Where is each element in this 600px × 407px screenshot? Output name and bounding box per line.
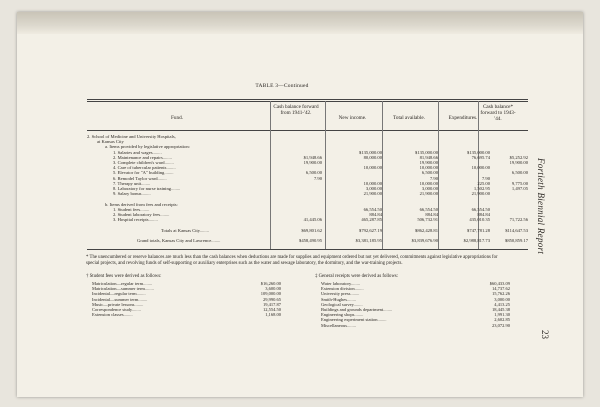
cell-c1: $1,948.66 xyxy=(303,154,322,160)
footnote-item-label: Miscellaneous........ xyxy=(321,322,356,328)
footnote-item-label: Water laboratory........ xyxy=(321,281,360,286)
header-new-income: New income. xyxy=(338,115,367,121)
footnote-item-value: 1,991.30 xyxy=(494,312,510,318)
cell-c2: 66,554.50 xyxy=(363,206,382,212)
cell-c5: 1,497.05 xyxy=(511,186,528,191)
row-label: 6. Remodel Taylor ward........ xyxy=(113,175,167,181)
footnote-item-value: 109,000.00 xyxy=(260,291,281,297)
cell-c5: 19,900.00 xyxy=(509,160,528,165)
cell-c1: 6,500.00 xyxy=(305,170,322,176)
footnote-item xyxy=(86,312,281,317)
cell-c3: 6,500.00 xyxy=(421,170,438,176)
footnote-item-label: Incidental—regular term........ xyxy=(92,291,146,297)
row-label: 2. Maintenance and repairs........ xyxy=(113,154,172,160)
cell-c4: 66,554.50 xyxy=(471,206,490,212)
cell-c4: $135,000.00 xyxy=(467,149,490,155)
cell-c4: 10,000.00 xyxy=(471,165,490,171)
cell-c3: 21,900.00 xyxy=(419,191,438,197)
row-label: a. Items provided by legislative appropriation: xyxy=(105,144,190,150)
cell-c2: $135,000.00 xyxy=(359,149,382,155)
header-bottom-rule xyxy=(87,130,528,131)
footnote-item-label: Extension division........ xyxy=(321,286,364,292)
row-label: 7. Therapy unit........ xyxy=(113,180,151,186)
footnote-item-value: $16,260.00 xyxy=(260,281,281,286)
footnote-left-title: † Student fees were derived as follows: xyxy=(86,274,162,279)
footnote-item-value: 19,417.87 xyxy=(263,301,281,307)
cell-c3: 10,000.00 xyxy=(419,180,438,186)
cell-c1: 19,900.00 xyxy=(303,160,322,165)
row-label: Totals at Kansas City........ xyxy=(161,227,209,233)
cell-c2: 3,000.00 xyxy=(365,186,382,191)
footnote-item-value: 29,990.65 xyxy=(263,296,281,302)
cell-c3: $135,000.00 xyxy=(415,149,438,155)
table-top-rule-2 xyxy=(87,101,528,102)
footnote-item-label: Engineering shops........ xyxy=(321,312,364,318)
footnote-item-label: Music—private lessons........ xyxy=(92,301,144,307)
table-note: * The unencumbered or reserve balances are much less than the cash balances when deductions are made for supplies and equipment ordered but not yet delivered, commitments against legislative appropriations for special projects, and revolving funds of self-supporting or auxiliary enterprises such as the water and sewage laboratory, the dormitory, and the war-training projects. xyxy=(86,255,498,267)
cell-c3: 884.84 xyxy=(425,212,438,217)
row-label: 9. Salary bonus........ xyxy=(113,191,151,197)
cell-c3: 10,000.00 xyxy=(419,165,438,171)
footnote-item-value: $60,433.09 xyxy=(489,281,510,286)
footnote-item-value: 3,600.00 xyxy=(265,286,281,292)
cell-c1: 41,445.06 xyxy=(303,217,322,223)
cell-c4: 76,695.74 xyxy=(471,154,490,160)
cell-c4: 1,502.95 xyxy=(473,186,490,191)
cell-c1: $69,801.62 xyxy=(301,227,322,233)
footnote-item-label: Extension classes........ xyxy=(92,312,133,318)
cell-c2: 10,000.00 xyxy=(363,165,382,171)
row-label: b. Items derived from fees and receipts: xyxy=(105,201,178,207)
footnote-item-label: Matriculation—regular term........ xyxy=(92,281,153,286)
footnote-item-label: Engineering experiment station........ xyxy=(321,317,387,323)
cell-c5: $850,859.17 xyxy=(505,238,528,243)
row-label: 3. Complete children's ward........ xyxy=(113,160,174,165)
cell-c1: $458,490.95 xyxy=(299,238,322,243)
footnote-item-value: 1,168.00 xyxy=(265,312,281,318)
footnote-item-value: 4,413.25 xyxy=(494,301,510,307)
row-label: at Kansas City xyxy=(97,139,124,145)
footnote-item-value: 23,072.90 xyxy=(492,322,510,328)
footnote-item-label: Smith-Hughes........ xyxy=(321,296,357,302)
cell-c4: 7.90 xyxy=(481,175,490,181)
cell-c3: 81,948.66 xyxy=(419,154,438,160)
footnote-item-label: Buildings and grounds department........ xyxy=(321,307,393,312)
footnote-right-title: ‡ General receipts were derived as follows: xyxy=(315,274,399,279)
cell-c3: $3,839,676.90 xyxy=(411,238,438,243)
cell-c5: 9,775.00 xyxy=(511,180,528,186)
footnote-item-value: 3,000.00 xyxy=(494,296,510,302)
row-label: 1. Student fees........ xyxy=(113,206,150,212)
footnote-item-label: Matriculation—summer term........ xyxy=(92,286,154,292)
cell-c4: $747,781.28 xyxy=(467,227,490,233)
row-label: 4. Care of tubercular patients........ xyxy=(113,165,176,171)
footnote-item xyxy=(315,323,510,328)
cell-c2: 21,900.00 xyxy=(363,191,382,197)
footnote-item-value: 14,737.62 xyxy=(492,286,510,292)
cell-c2: 465,287.85 xyxy=(361,217,382,223)
footnote-item-label: Incidental—summer term........ xyxy=(92,296,148,302)
page-binding xyxy=(17,12,583,34)
cell-c2: $792,627.19 xyxy=(359,227,382,233)
cell-c4: 435,010.35 xyxy=(469,217,490,223)
table-row xyxy=(87,238,528,243)
footnote-item-value: 18,445.38 xyxy=(492,307,510,312)
footnote-item-value: 2,602.85 xyxy=(494,317,510,323)
footnote-item-label: University press........ xyxy=(321,291,360,297)
header-expenditures: Expenditures. xyxy=(448,115,478,121)
table-top-rule xyxy=(87,99,528,100)
footnote-item-label: Geological survey........ xyxy=(321,301,363,307)
header-total-available: Total available. xyxy=(393,115,425,121)
cell-c2: $3,381,185.95 xyxy=(355,238,382,243)
header-cash-forward: Cash balance* forward to 1943-'44. xyxy=(480,104,516,123)
cell-c2: 884.84 xyxy=(369,212,382,217)
row-label: 1. Salaries and wages........ xyxy=(113,149,162,155)
cell-c3: 19,900.00 xyxy=(419,160,438,165)
cell-c4: $2,988,817.73 xyxy=(463,238,490,243)
footnote-item-label: Correspondence study........ xyxy=(92,307,141,312)
row-label: 2. Student laboratory fees........ xyxy=(113,212,170,217)
cell-c3: 506,732.91 xyxy=(417,217,438,223)
cell-c5: 71,722.56 xyxy=(509,217,528,223)
table-bottom-rule xyxy=(87,249,528,250)
header-fund: Fund. xyxy=(171,115,183,121)
cell-c2: 10,000.00 xyxy=(363,180,382,186)
cell-c5: $114,647.53 xyxy=(505,227,528,233)
cell-c4: 21,900.00 xyxy=(471,191,490,197)
cell-c3: 7.90 xyxy=(429,175,438,181)
cell-c2: 80,000.00 xyxy=(363,154,382,160)
row-label: 8. Laboratory for nurse training........ xyxy=(113,186,181,191)
cell-c4: 225.00 xyxy=(477,180,490,186)
cell-c1: 7.90 xyxy=(313,175,322,181)
footnote-item-value: 15,762.26 xyxy=(492,291,510,297)
cell-c3: $862,428.81 xyxy=(415,227,438,233)
row-label: 2. School of Medicine and University Hospitals, xyxy=(87,134,176,139)
cell-c5: $5,252.92 xyxy=(509,154,528,160)
table-title: TABLE 3—Continued xyxy=(255,83,309,89)
header-cash-balance: Cash balance forward from 1941-'42. xyxy=(273,104,319,117)
row-label: 3. Hospital receipts........ xyxy=(113,217,158,223)
cell-c5: 6,500.00 xyxy=(511,170,528,176)
cell-c3: 66,554.50 xyxy=(419,206,438,212)
footnote-item-value: 12,554.50 xyxy=(263,307,281,312)
cell-c3: 3,000.00 xyxy=(421,186,438,191)
page-number: 23 xyxy=(540,330,550,339)
running-head: Fortieth Biennial Report xyxy=(536,158,546,255)
row-label: 5. Elevator for "A" building........ xyxy=(113,170,174,176)
row-label: Grand totals, Kansas City and Lawrence........ xyxy=(137,238,221,243)
cell-c4: 884.84 xyxy=(477,212,490,217)
